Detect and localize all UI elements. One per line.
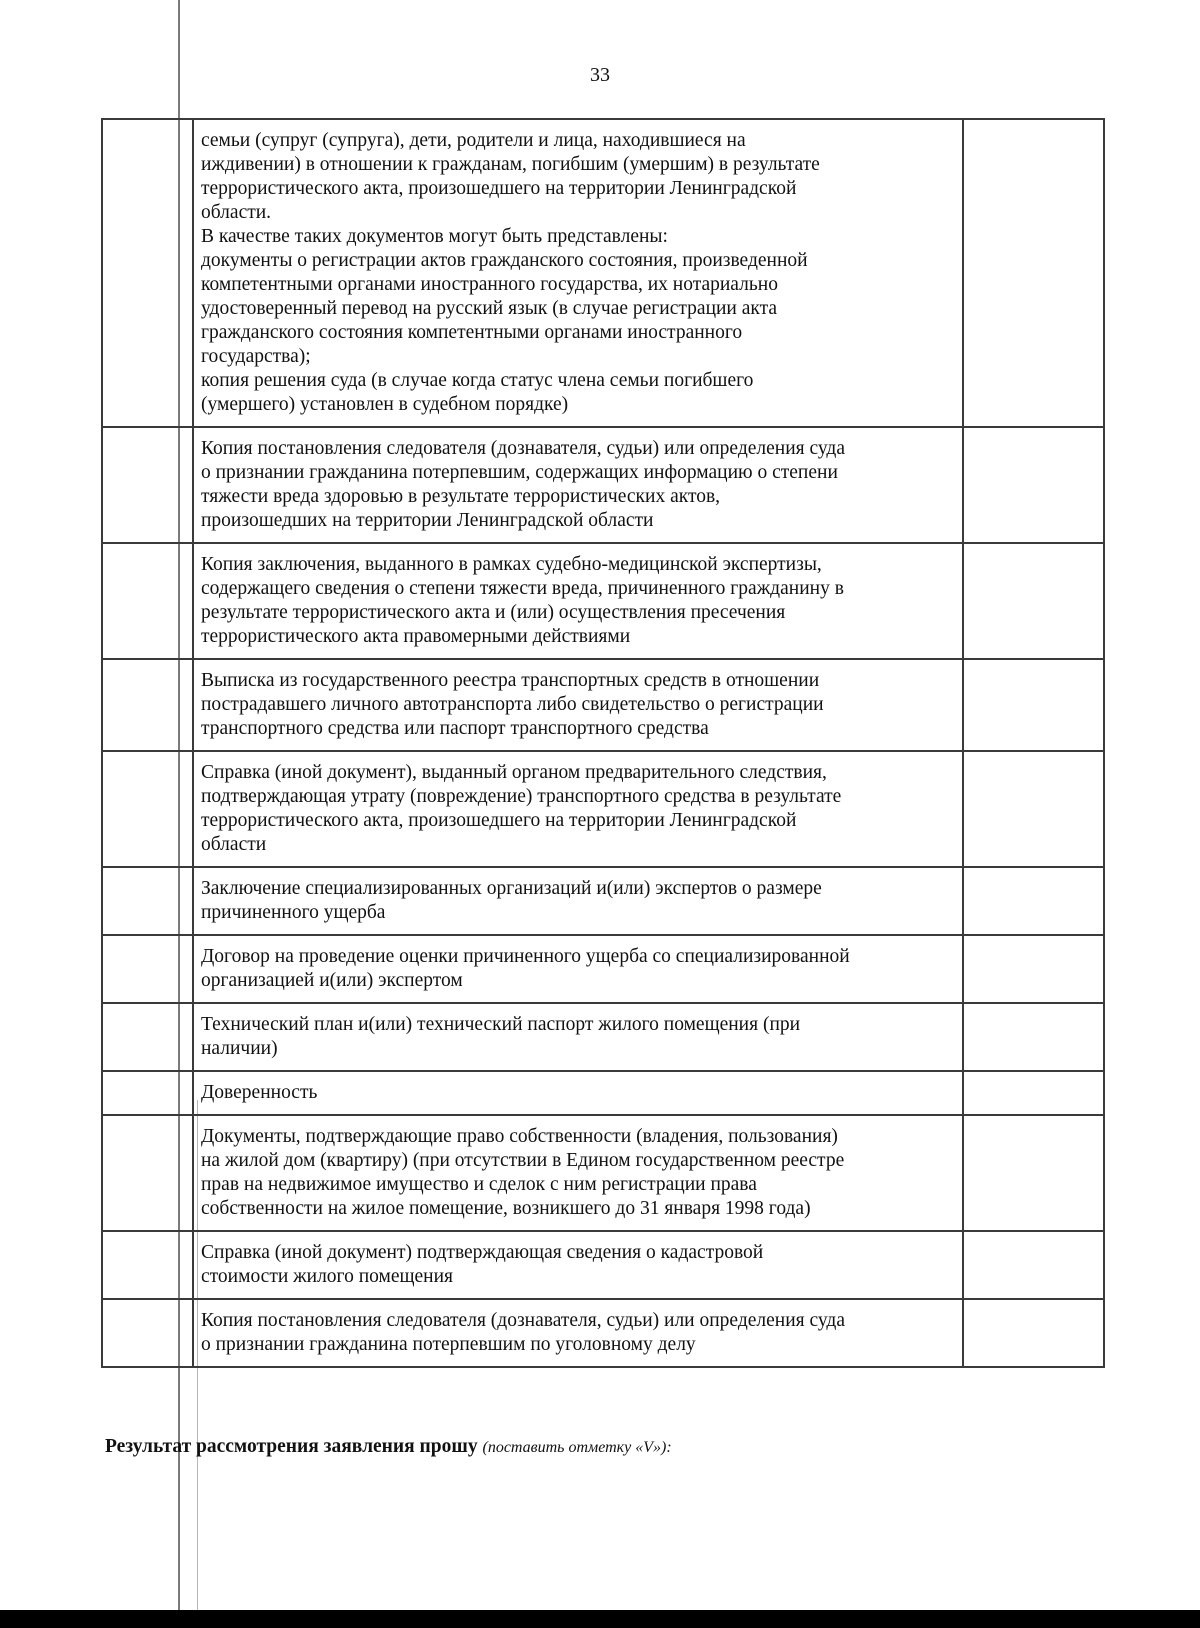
document-description-line: пострадавшего личного автотранспорта либо свидетельство о регистрации bbox=[201, 694, 824, 715]
document-description-line: террористического акта, произошедшего на территории Ленинградской bbox=[201, 810, 797, 831]
document-description-line: на жилой дом (квартиру) (при отсутствии в Едином государственном реестре bbox=[201, 1150, 845, 1171]
mark-cell[interactable] bbox=[963, 1231, 1104, 1299]
row-number-cell bbox=[102, 1003, 193, 1071]
document-description-line: семьи (супруг (супруга), дети, родители и лица, находившиеся на bbox=[201, 130, 746, 151]
result-label: Результат рассмотрения заявления прошу bbox=[105, 1436, 478, 1457]
mark-cell[interactable] bbox=[963, 543, 1104, 659]
document-description-line: Заключение специализированных организаций и(или) экспертов о размере bbox=[201, 878, 822, 899]
document-description-cell bbox=[193, 1003, 963, 1071]
document-description-line: документы о регистрации актов гражданского состояния, произведенной bbox=[201, 250, 808, 271]
mark-cell[interactable] bbox=[963, 1299, 1104, 1367]
document-description-line: удостоверенный перевод на русский язык (в случае регистрации акта bbox=[201, 298, 778, 319]
documents-table bbox=[101, 118, 1105, 1368]
document-description-cell bbox=[193, 751, 963, 867]
scan-bottom-edge bbox=[0, 1610, 1200, 1628]
document-row bbox=[102, 1231, 1104, 1299]
document-description-line: Копия постановления следователя (дознавателя, судьи) или определения суда bbox=[201, 1310, 845, 1331]
document-row bbox=[102, 1299, 1104, 1367]
document-description-line: результате террористического акта и (или) осуществления пресечения bbox=[201, 602, 786, 623]
document-row bbox=[102, 1071, 1104, 1115]
document-description-line: Документы, подтверждающие право собственности (владения, пользования) bbox=[201, 1126, 838, 1147]
document-description-line: Доверенность bbox=[201, 1082, 318, 1103]
document-description-cell bbox=[193, 935, 963, 1003]
document-description-line: гражданского состояния компетентными органами иностранного bbox=[201, 322, 743, 343]
documents-table-body bbox=[102, 119, 1104, 1367]
document-row bbox=[102, 1003, 1104, 1071]
document-description-line: Справка (иной документ), выданный органом предварительного следствия, bbox=[201, 762, 827, 783]
document-row bbox=[102, 543, 1104, 659]
row-number-cell bbox=[102, 1299, 193, 1367]
document-description-line: подтверждающая утрату (повреждение) транспортного средства в результате bbox=[201, 786, 842, 807]
document-description-line: Выписка из государственного реестра транспортных средств в отношении bbox=[201, 670, 820, 691]
document-description-line: прав на недвижимое имущество и сделок с ним регистрации права bbox=[201, 1174, 757, 1195]
mark-cell[interactable] bbox=[963, 659, 1104, 751]
document-row bbox=[102, 935, 1104, 1003]
mark-cell[interactable] bbox=[963, 1115, 1104, 1231]
document-description-line: Копия постановления следователя (дознавателя, судьи) или определения суда bbox=[201, 438, 845, 459]
row-number-cell bbox=[102, 119, 193, 427]
row-number-cell bbox=[102, 659, 193, 751]
document-description-line: собственности на жилое помещение, возникшего до 31 января 1998 года) bbox=[201, 1198, 811, 1219]
document-description-line: государства); bbox=[201, 346, 311, 367]
page-number: 33 bbox=[590, 64, 610, 86]
document-description-cell bbox=[193, 1299, 963, 1367]
document-description-line: о признании гражданина потерпевшим по уголовному делу bbox=[201, 1334, 696, 1355]
document-description-line: стоимости жилого помещения bbox=[201, 1266, 454, 1287]
row-number-cell bbox=[102, 1115, 193, 1231]
document-description-cell bbox=[193, 659, 963, 751]
document-row bbox=[102, 867, 1104, 935]
document-row bbox=[102, 427, 1104, 543]
row-number-cell bbox=[102, 867, 193, 935]
document-description-cell bbox=[193, 1115, 963, 1231]
row-number-cell bbox=[102, 427, 193, 543]
document-description-line: террористического акта, произошедшего на территории Ленинградской bbox=[201, 178, 797, 199]
document-description-line: иждивении) в отношении к гражданам, погибшим (умершим) в результате bbox=[201, 154, 820, 175]
document-description-line: причиненного ущерба bbox=[201, 902, 386, 923]
document-description-cell bbox=[193, 427, 963, 543]
document-description-line: области bbox=[201, 834, 267, 855]
mark-cell[interactable] bbox=[963, 427, 1104, 543]
document-row bbox=[102, 751, 1104, 867]
row-number-cell bbox=[102, 935, 193, 1003]
document-description-cell bbox=[193, 119, 963, 427]
row-number-cell bbox=[102, 751, 193, 867]
document-description-line: организацией и(или) экспертом bbox=[201, 970, 463, 991]
document-description-line: тяжести вреда здоровью в результате террористических актов, bbox=[201, 486, 721, 507]
document-row bbox=[102, 659, 1104, 751]
mark-cell[interactable] bbox=[963, 867, 1104, 935]
document-row bbox=[102, 1115, 1104, 1231]
document-description-line: Копия заключения, выданного в рамках судебно-медицинской экспертизы, bbox=[201, 554, 822, 575]
document-description-line: Технический план и(или) технический паспорт жилого помещения (при bbox=[201, 1014, 801, 1035]
document-description-cell bbox=[193, 1071, 963, 1115]
document-description-line: о признании гражданина потерпевшим, содержащих информацию о степени bbox=[201, 462, 838, 483]
mark-cell[interactable] bbox=[963, 935, 1104, 1003]
document-description-line: произошедших на территории Ленинградской области bbox=[201, 510, 654, 531]
row-number-cell bbox=[102, 1231, 193, 1299]
mark-cell[interactable] bbox=[963, 119, 1104, 427]
document-description-line: области. bbox=[201, 202, 272, 223]
document-description-line: наличии) bbox=[201, 1038, 278, 1059]
result-request-line bbox=[105, 1436, 672, 1458]
document-description-line: террористического акта правомерными действиями bbox=[201, 626, 631, 647]
row-number-cell bbox=[102, 543, 193, 659]
result-hint: (поставить отметку «V»): bbox=[482, 1439, 672, 1456]
document-description-line: В качестве таких документов могут быть представлены: bbox=[201, 226, 668, 247]
document-description-line: транспортного средства или паспорт транспортного средства bbox=[201, 718, 709, 739]
document-description-line: компетентными органами иностранного государства, их нотариально bbox=[201, 274, 778, 295]
document-description-line: копия решения суда (в случае когда статус члена семьи погибшего bbox=[201, 370, 754, 391]
document-description-line: Справка (иной документ) подтверждающая сведения о кадастровой bbox=[201, 1242, 764, 1263]
document-description-cell bbox=[193, 543, 963, 659]
mark-cell[interactable] bbox=[963, 1071, 1104, 1115]
mark-cell[interactable] bbox=[963, 1003, 1104, 1071]
document-description-cell bbox=[193, 867, 963, 935]
document-description-line: (умершего) установлен в судебном порядке) bbox=[201, 394, 569, 415]
document-description-line: содержащего сведения о степени тяжести вреда, причиненного гражданину в bbox=[201, 578, 844, 599]
document-row bbox=[102, 119, 1104, 427]
row-number-cell bbox=[102, 1071, 193, 1115]
document-description-line: Договор на проведение оценки причиненного ущерба со специализированной bbox=[201, 946, 850, 967]
document-description-cell bbox=[193, 1231, 963, 1299]
mark-cell[interactable] bbox=[963, 751, 1104, 867]
